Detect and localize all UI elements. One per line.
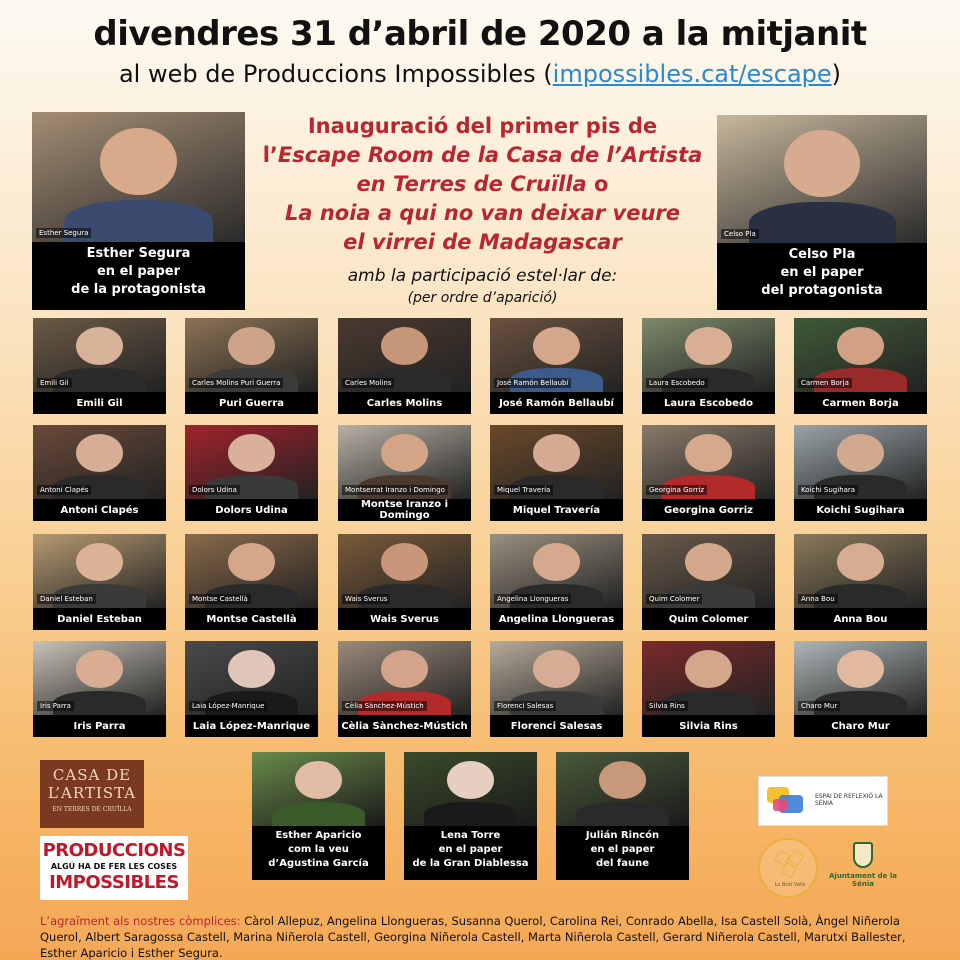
prod-logo-line-3: IMPOSSIBLES xyxy=(49,872,179,893)
protagonist-card xyxy=(717,115,927,310)
cast-name: Florenci Salesas xyxy=(510,720,603,732)
cast-name: Laura Escobedo xyxy=(664,397,753,409)
face-shape xyxy=(685,650,733,688)
face-shape xyxy=(228,650,276,688)
cast-card xyxy=(185,641,318,737)
video-name-tag: Laia López-Manrique xyxy=(189,701,267,711)
face-shape xyxy=(685,327,733,365)
extra-photo xyxy=(404,752,537,826)
video-name-tag: Carles Molins xyxy=(342,378,394,388)
video-name-tag: Iris Parra xyxy=(37,701,74,711)
prod-logo-line-1: PRODUCCIONS xyxy=(42,840,186,861)
video-name-tag: Miquel Travería xyxy=(494,485,553,495)
video-name-tag: Emili Gil xyxy=(37,378,72,388)
protagonist-role-1: en el paper xyxy=(96,264,180,279)
face-shape xyxy=(76,543,124,581)
cast-card xyxy=(490,425,623,521)
body-shape xyxy=(749,202,896,243)
face-shape xyxy=(784,130,860,197)
cast-card xyxy=(33,425,166,521)
cast-photo xyxy=(338,641,471,715)
coat-of-arms-icon xyxy=(853,842,873,868)
cast-card xyxy=(794,534,927,630)
video-name-tag: Montse Castellà xyxy=(189,594,251,604)
extra-card xyxy=(252,752,385,880)
cast-photo xyxy=(642,318,775,392)
cast-name: Georgina Gorriz xyxy=(664,504,753,516)
face-shape xyxy=(381,434,429,472)
extra-caption xyxy=(252,826,385,880)
cast-name: Daniel Esteban xyxy=(57,613,142,625)
video-name-tag: Koichi Sugihara xyxy=(798,485,858,495)
video-name-tag: Florenci Salesas xyxy=(494,701,556,711)
title-line-2a: l’ xyxy=(262,143,278,167)
espai-reflexio-logo xyxy=(758,776,888,826)
title-line-1: Inauguració del primer pis de xyxy=(307,114,658,138)
video-name-tag: Esther Segura xyxy=(36,228,91,238)
face-shape xyxy=(837,327,885,365)
video-name-tag: Montserrat Iranzo i Domingo xyxy=(342,485,448,495)
cast-photo xyxy=(33,641,166,715)
face-shape xyxy=(599,761,647,799)
protagonist-card xyxy=(32,112,245,310)
cast-card xyxy=(642,425,775,521)
extra-card xyxy=(556,752,689,880)
cast-photo xyxy=(185,534,318,608)
face-shape xyxy=(447,761,495,799)
face-shape xyxy=(228,327,276,365)
protagonist-name: Celso Pla xyxy=(788,247,856,262)
cast-name: José Ramón Bellaubí xyxy=(499,397,614,409)
cast-photo xyxy=(185,318,318,392)
prod-logo-line-2: ALGÚ HA DE FER LES COSES xyxy=(50,862,178,871)
extra-role-2: del faune xyxy=(596,858,649,869)
video-name-tag: Daniel Esteban xyxy=(37,594,96,604)
cast-photo xyxy=(338,318,471,392)
title-line-3b: o xyxy=(586,172,609,196)
cast-card xyxy=(794,318,927,414)
face-shape xyxy=(76,650,124,688)
cast-card xyxy=(490,641,623,737)
cast-name: Koichi Sugihara xyxy=(816,504,905,516)
thanks-paragraph xyxy=(40,913,930,960)
video-name-tag: Laura Escobedo xyxy=(646,378,708,388)
protagonist-role-2: del protagonista xyxy=(761,283,883,298)
cast-card xyxy=(185,318,318,414)
face-shape xyxy=(685,543,733,581)
face-shape xyxy=(837,434,885,472)
cast-name: Carles Molins xyxy=(366,397,443,409)
video-name-tag: Carles Molins Puri Guerra xyxy=(189,378,283,388)
face-shape xyxy=(381,650,429,688)
cast-photo xyxy=(642,641,775,715)
face-shape xyxy=(533,543,581,581)
cast-name: Emili Gil xyxy=(76,397,123,409)
casa-logo-line-1: CASA DE xyxy=(52,766,132,784)
thanks-body: Càrol Allepuz, Angelina Llongueras, Susanna Querol, Carolina Rei, Conrado Abella, Isa Castell Solà, Àngel Niñerola Querol, Albert Saragossa Castell, Marina Niñerola Castell, Georgina Niñerola Castell, Marta Niñerola Castell, Gerard Niñerola Castell, Marutxi Ballester, Esther Aparicio i Esther Segura. xyxy=(40,914,906,960)
cast-photo xyxy=(33,534,166,608)
video-name-tag: José Ramón Bellaubí xyxy=(494,378,571,388)
video-name-tag: Antoni Clapés xyxy=(37,485,91,495)
title-line-2b: Escape Room de la Casa de l’Artista xyxy=(277,143,703,167)
cast-name: Anna Bou xyxy=(833,613,888,625)
face-shape xyxy=(837,650,885,688)
cast-photo xyxy=(185,641,318,715)
extra-caption xyxy=(556,826,689,880)
participation-order: (per ordre d’aparició) xyxy=(407,290,558,306)
cast-card xyxy=(185,425,318,521)
web-line xyxy=(0,60,960,88)
video-name-tag: Cèlia Sànchez-Mústich xyxy=(342,701,427,711)
video-name-tag: Georgina Gorriz xyxy=(646,485,707,495)
cast-photo xyxy=(490,641,623,715)
web-line-prefix: al web de Produccions Impossibles ( xyxy=(118,60,553,88)
casa-artista-logo xyxy=(40,760,144,828)
cast-name: Charo Mur xyxy=(831,720,890,732)
protagonist-name: Esther Segura xyxy=(86,246,191,261)
espai-logo-text: ESPAI DE REFLEXIÓ LA SÉNIA xyxy=(815,793,883,807)
cast-photo xyxy=(794,641,927,715)
face-shape xyxy=(76,434,124,472)
honeycomb-logo-text: Lo Brot Valls xyxy=(774,882,806,888)
cast-photo xyxy=(33,425,166,499)
title-line-3 xyxy=(255,170,710,199)
cast-photo xyxy=(642,425,775,499)
cast-name: Iris Parra xyxy=(73,720,126,732)
cast-name: Montse Iranzo i Domingo xyxy=(360,499,449,521)
cast-card xyxy=(33,641,166,737)
extra-caption xyxy=(404,826,537,880)
thanks-lead: L’agraïment als nostres còmplices: xyxy=(40,914,245,928)
title-line-3a: en Terres de Cruïlla xyxy=(356,172,587,196)
face-shape xyxy=(381,543,429,581)
title-line-5: el virrei de Madagascar xyxy=(343,230,622,254)
face-shape xyxy=(228,434,276,472)
face-shape xyxy=(533,327,581,365)
protagonist-photo xyxy=(717,115,927,243)
cast-name: Dolors Udina xyxy=(215,504,288,516)
cast-name: Puri Guerra xyxy=(218,397,284,409)
extra-name: Esther Aparicio xyxy=(275,830,362,841)
video-name-tag: Anna Bou xyxy=(798,594,838,604)
extra-role-2: de la Gran Diablessa xyxy=(412,858,529,869)
video-name-tag: Silvia Rins xyxy=(646,701,688,711)
cast-card xyxy=(338,425,471,521)
cast-name: Antoni Clapés xyxy=(60,504,139,516)
protagonist-role-2: de la protagonista xyxy=(71,282,206,297)
cast-name: Miquel Travería xyxy=(512,504,601,516)
title-line-4: La noia a qui no van deixar veure xyxy=(284,201,681,225)
cast-name: Wais Sverus xyxy=(370,613,439,625)
video-name-tag: Celso Pla xyxy=(721,229,759,239)
cast-name: Silvia Rins xyxy=(679,720,738,732)
face-shape xyxy=(381,327,429,365)
cast-card xyxy=(490,318,623,414)
video-name-tag: Angelina Llongueras xyxy=(494,594,571,604)
protagonist-role-1: en el paper xyxy=(780,265,864,280)
body-shape xyxy=(272,802,365,826)
honeycomb-logo xyxy=(758,838,818,898)
cast-photo xyxy=(338,534,471,608)
cast-card xyxy=(33,534,166,630)
cast-card xyxy=(338,641,471,737)
video-name-tag: Wais Sverus xyxy=(342,594,390,604)
face-shape xyxy=(837,543,885,581)
extra-photo xyxy=(252,752,385,826)
cast-card xyxy=(642,318,775,414)
title-line-2 xyxy=(255,141,710,170)
face-shape xyxy=(76,327,124,365)
cast-photo xyxy=(33,318,166,392)
cast-card xyxy=(338,534,471,630)
extra-role-2: d’Agustina García xyxy=(268,858,369,869)
cast-photo xyxy=(794,425,927,499)
cast-photo xyxy=(185,425,318,499)
cast-photo xyxy=(794,318,927,392)
extra-name: Lena Torre xyxy=(440,830,501,841)
cast-name: Montse Castellà xyxy=(206,613,297,625)
cast-photo xyxy=(642,534,775,608)
cast-card xyxy=(338,318,471,414)
casa-logo-line-3: EN TERRES DE CRUÏLLA xyxy=(52,806,132,813)
escape-link[interactable]: impossibles.cat/escape xyxy=(552,60,832,88)
produccions-impossibles-logo xyxy=(40,836,188,900)
cast-photo xyxy=(338,425,471,499)
face-shape xyxy=(100,128,177,196)
casa-logo-line-2: L’ARTISTA xyxy=(47,784,137,802)
ajuntament-logo xyxy=(828,842,898,902)
video-name-tag: Dolors Udina xyxy=(189,485,240,495)
extra-card xyxy=(404,752,537,880)
cast-card xyxy=(185,534,318,630)
body-shape xyxy=(424,802,517,826)
cast-name: Quim Colomer xyxy=(668,613,749,625)
extra-name: Julián Rincón xyxy=(585,830,660,841)
body-shape xyxy=(576,802,669,826)
cast-photo xyxy=(490,318,623,392)
extra-role-1: en el paper xyxy=(438,844,503,855)
cast-name: Angelina Llongueras xyxy=(498,613,615,625)
face-shape xyxy=(533,434,581,472)
video-name-tag: Charo Mur xyxy=(798,701,840,711)
protagonist-photo xyxy=(32,112,245,242)
cast-photo xyxy=(490,534,623,608)
protagonist-caption xyxy=(32,242,245,310)
extra-photo xyxy=(556,752,689,826)
face-shape xyxy=(533,650,581,688)
speech-bubble-icon xyxy=(773,799,787,811)
cast-card xyxy=(642,534,775,630)
video-name-tag: Quim Colomer xyxy=(646,594,702,604)
face-shape xyxy=(228,543,276,581)
face-shape xyxy=(295,761,343,799)
cast-name: Cèlia Sànchez-Mústich xyxy=(341,720,468,732)
participation-line: amb la participació estel·lar de: xyxy=(347,266,618,286)
protagonist-caption xyxy=(717,243,927,310)
cast-photo xyxy=(490,425,623,499)
cast-card xyxy=(794,641,927,737)
event-date-heading: divendres 31 d’abril de 2020 a la mitjanit xyxy=(93,14,867,54)
cast-name: Laia López-Manrique xyxy=(192,720,311,732)
extra-role-1: en el paper xyxy=(590,844,655,855)
cast-card xyxy=(490,534,623,630)
face-shape xyxy=(685,434,733,472)
cast-card xyxy=(642,641,775,737)
cast-photo xyxy=(794,534,927,608)
cast-card xyxy=(33,318,166,414)
ajuntament-logo-text: Ajuntament de la Sénia xyxy=(829,872,897,888)
web-line-suffix: ) xyxy=(831,60,842,88)
cast-name: Carmen Borja xyxy=(822,397,899,409)
extra-role-1: com la veu xyxy=(288,844,349,855)
event-title xyxy=(255,112,710,257)
video-name-tag: Carmen Borja xyxy=(798,378,852,388)
cast-card xyxy=(794,425,927,521)
